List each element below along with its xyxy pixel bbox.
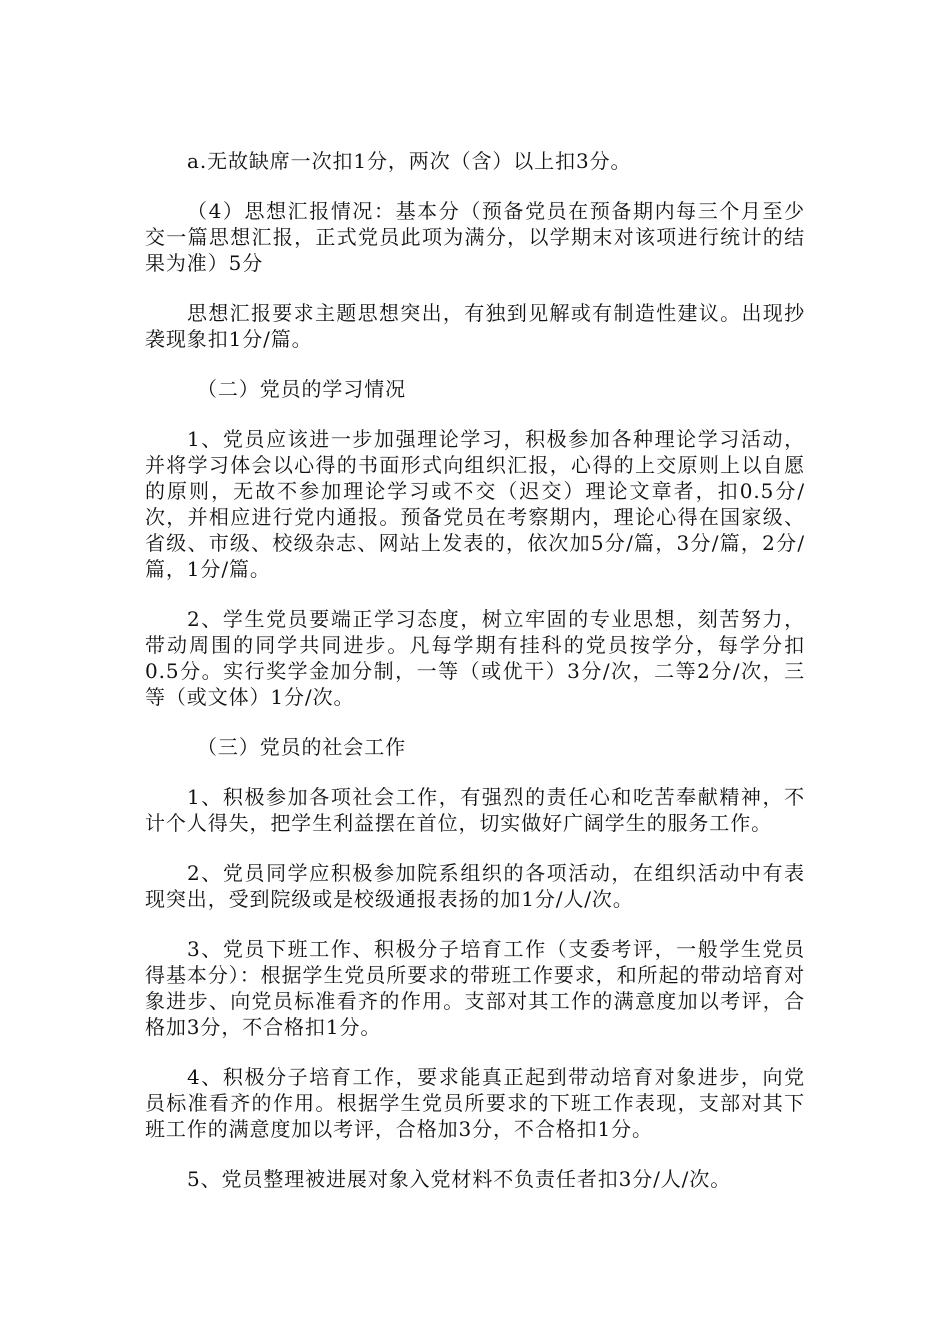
paragraph-social-2: 2、党员同学应积极参加院系组织的各项活动，在组织活动中有表现突出，受到院级或是校级通报表扬的加1分/人/次。 xyxy=(145,861,805,911)
document-body xyxy=(145,148,805,1216)
paragraph-absence-rule: a.无故缺席一次扣1分，两次（含）以上扣3分。 xyxy=(187,149,632,173)
section-heading-study: （二）党员的学习情况 xyxy=(197,377,406,401)
paragraph-study-1: 1、党员应该进一步加强理论学习，积极参加各种理论学习活动，并将学习体会以心得的书面形式向组织汇报，心得的上交原则上以自愿的原则，无故不参加理论学习或不交（迟交）理论文章者，扣0.5分/次，并相应进行党内通报。预备党员在考察期内，理论心得在国家级、省级、市级、校级杂志、网站上发表的，依次加5分/篇，3分/篇，2分/篇，1分/篇。 xyxy=(145,427,805,581)
paragraph-social-4: 4、积极分子培育工作，要求能真正起到带动培育对象进步，向党员标准看齐的作用。根据学生党员所要求的下班工作表现，支部对其下班工作的满意度加以考评，合格加3分，不合格扣1分。 xyxy=(145,1065,805,1141)
paragraph-social-5: 5、党员整理被进展对象入党材料不负责任者扣3分/人/次。 xyxy=(187,1167,732,1191)
paragraph-social-3: 3、党员下班工作、积极分子培育工作（支委考评，一般学生党员得基本分）：根据学生党员所要求的带班工作要求，和所起的带动培育对象进步、向党员标准看齐的作用。支部对其工作的满意度加以考评，合格加3分，不合格扣1分。 xyxy=(145,937,805,1039)
paragraph-thought-report: （4）思想汇报情况：基本分（预备党员在预备期内每三个月至少交一篇思想汇报，正式党员此项为满分，以学期末对该项进行统计的结果为准）5分 xyxy=(145,199,805,275)
section-heading-social-work: （三）党员的社会工作 xyxy=(197,735,406,759)
paragraph-social-1: 1、积极参加各项社会工作，有强烈的责任心和吃苦奉献精神，不计个人得失，把学生利益摆在首位，切实做好广阔学生的服务工作。 xyxy=(145,785,805,835)
paragraph-study-2: 2、学生党员要端正学习态度，树立牢固的专业思想，刻苦努力，带动周围的同学共同进步。凡每学期有挂科的党员按学分，每学分扣0.5分。实行奖学金加分制，一等（或优干）3分/次，二等2分/次，三等（或文体）1分/次。 xyxy=(145,607,805,709)
paragraph-thought-report-requirement: 思想汇报要求主题思想突出，有独到见解或有制造性建议。出现抄袭现象扣1分/篇。 xyxy=(145,301,805,351)
